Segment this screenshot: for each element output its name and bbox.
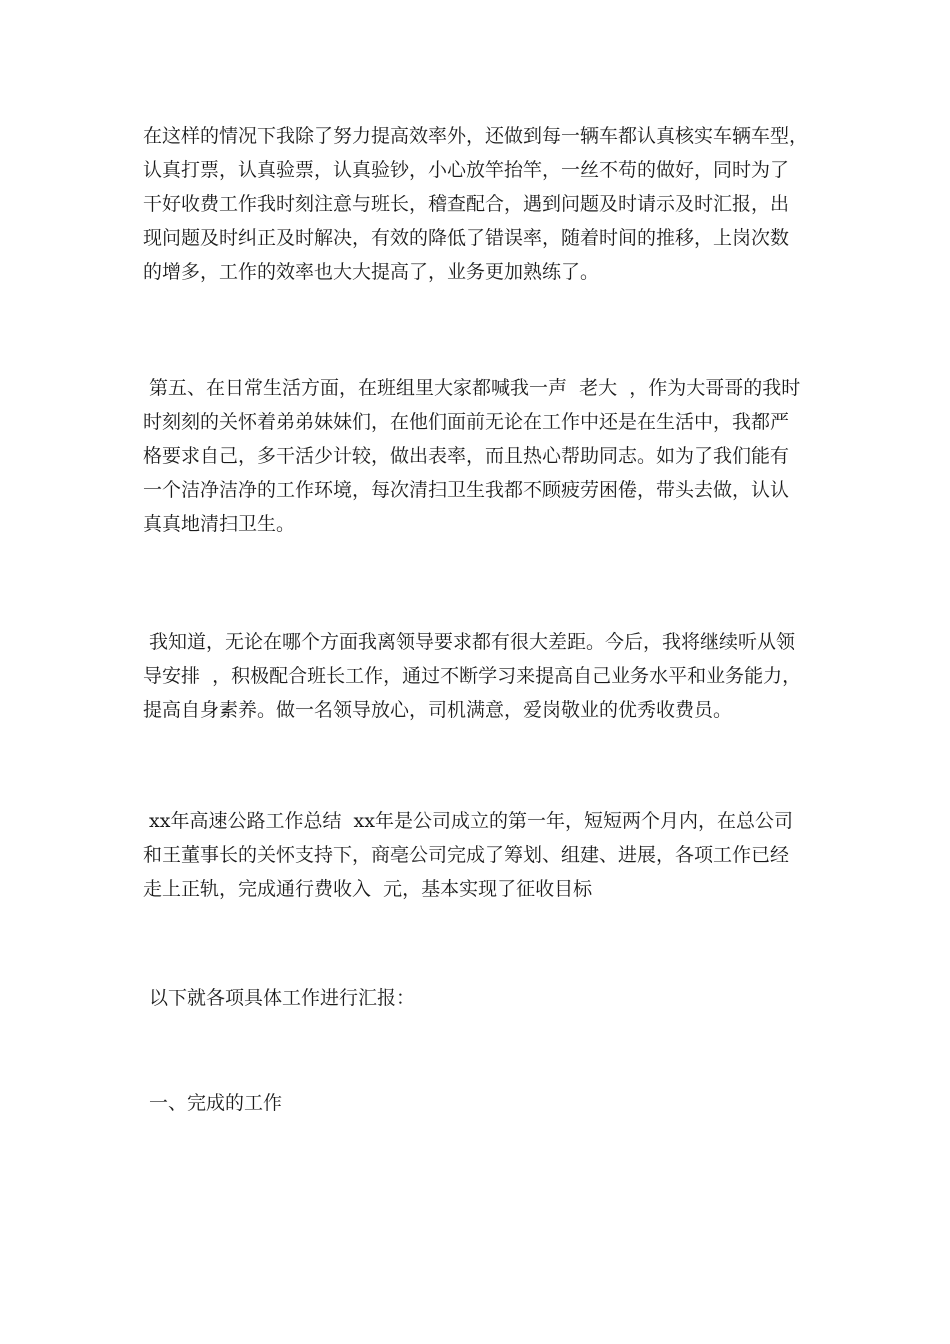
text-line: 在这样的情况下我除了努力提高效率外，还做到每一辆车都认真核实车辆车型， bbox=[143, 125, 808, 147]
paragraph-work-efficiency bbox=[143, 119, 808, 289]
text-line: 干好收费工作我时刻注意与班长，稽查配合，遇到问题及时请示及时汇报，出 bbox=[143, 193, 790, 215]
text-line: 导安排 ，积极配合班长工作，通过不断学习来提高自己业务水平和业务能力， bbox=[143, 665, 802, 687]
text-line: 和王董事长的关怀支持下，商亳公司完成了筹划、组建、进展，各项工作已经 bbox=[143, 844, 790, 866]
section-heading: 一、完成的工作 bbox=[143, 1092, 283, 1114]
text-line: 第五、在日常生活方面，在班组里大家都喊我一声 老大 ，作为大哥哥的我时 bbox=[143, 377, 801, 399]
paragraph-daily-life bbox=[143, 371, 808, 541]
text-line: 走上正轨，完成通行费收入 元，基本实现了征收目标 bbox=[143, 878, 593, 900]
text-line: 我知道，无论在哪个方面我离领导要求都有很大差距。今后，我将继续听从领 bbox=[143, 631, 796, 653]
text-line: 真真地清扫卫生。 bbox=[143, 513, 296, 535]
text-line: 现问题及时纠正及时解决，有效的降低了错误率，随着时间的推移，上岗次数 bbox=[143, 227, 790, 249]
text-line: 一个洁净洁净的工作环境，每次清扫卫生我都不顾疲劳困倦，带头去做，认认 bbox=[143, 479, 790, 501]
text-line: 认真打票，认真验票，认真验钞，小心放竿抬竿，一丝不苟的做好，同时为了 bbox=[143, 159, 790, 181]
paragraph-annual-summary bbox=[143, 804, 808, 906]
text-line: 格要求自己，多干活少计较，做出表率，而且热心帮助同志。如为了我们能有 bbox=[143, 445, 790, 467]
paragraph-self-improvement bbox=[143, 625, 808, 727]
text-line: 提高自身素养。做一名领导放心，司机满意，爱岗敬业的优秀收费员。 bbox=[143, 699, 733, 721]
text-line: 以下就各项具体工作进行汇报： bbox=[143, 987, 416, 1009]
text-line: 的增多，工作的效率也大大提高了，业务更加熟练了。 bbox=[143, 261, 600, 283]
text-line: 时刻刻的关怀着弟弟妹妹们，在他们面前无论在工作中还是在生活中，我都严 bbox=[143, 411, 790, 433]
paragraph-report-intro bbox=[143, 981, 808, 1015]
section-heading-completed-work bbox=[143, 1086, 808, 1120]
text-line: xx年高速公路工作总结 xx年是公司成立的第一年，短短两个月内，在总公司 bbox=[143, 810, 793, 832]
